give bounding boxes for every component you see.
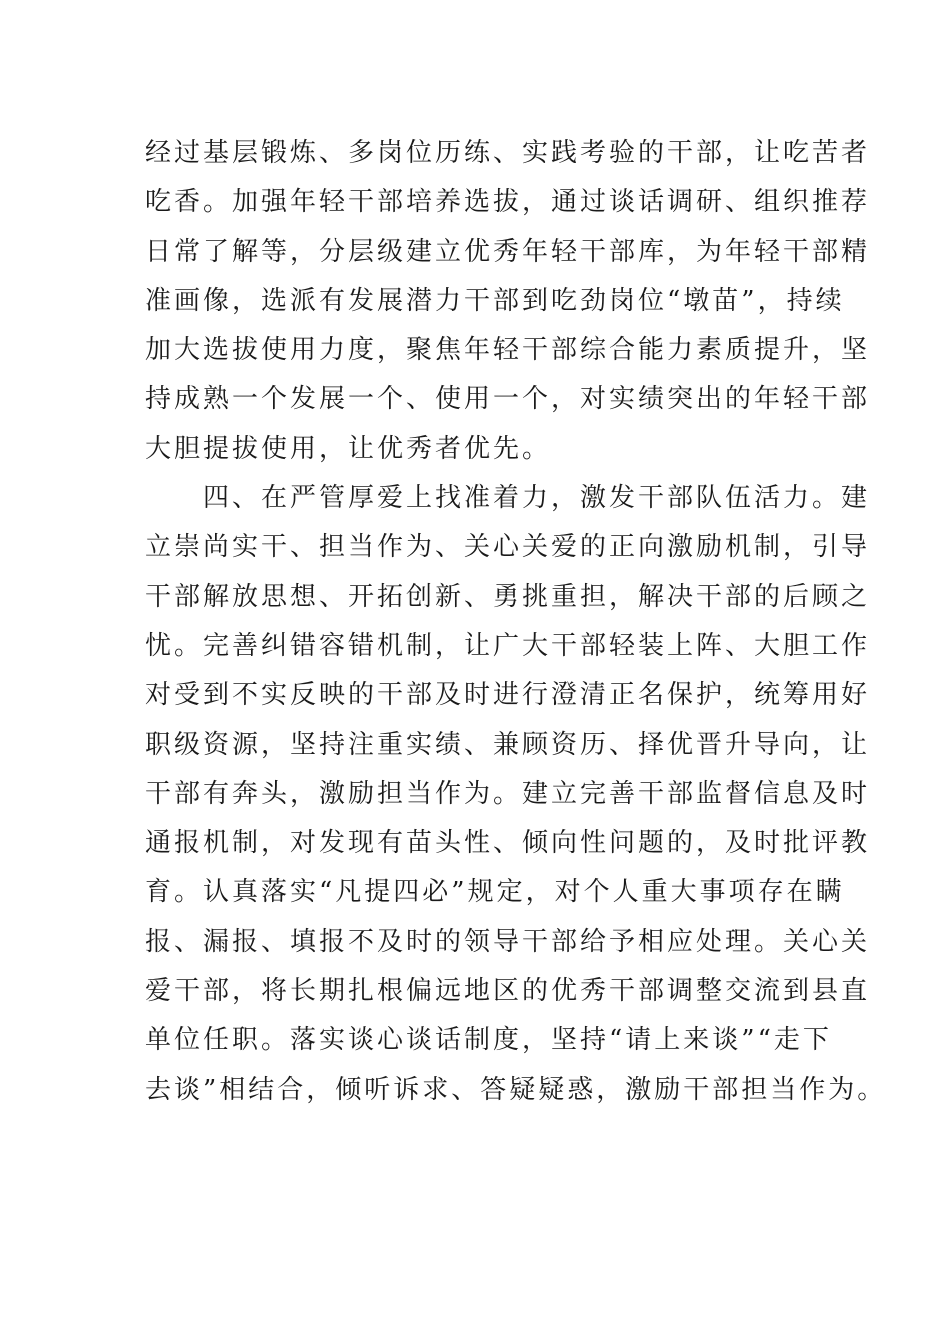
text-line: 日常了解等，分层级建立优秀年轻干部库，为年轻干部精 <box>145 236 871 267</box>
text-line: 报、漏报、填报不及时的领导干部给予相应处理。关心关 <box>145 926 871 957</box>
text-line: 对受到不实反映的干部及时进行澄清正名保护，统筹用好 <box>145 680 871 711</box>
text-line: 忧。完善纠错容错机制，让广大干部轻装上阵、大胆工作 <box>145 630 871 661</box>
text-line: 爱干部，将长期扎根偏远地区的优秀干部调整交流到县直 <box>145 976 871 1007</box>
text-line: 持成熟一个发展一个、使用一个，对实绩突出的年轻干部 <box>145 384 871 415</box>
text-line: 吃香。加强年轻干部培养选拔，通过谈话调研、组织推荐 <box>145 187 871 218</box>
text-line: 加大选拔使用力度，聚焦年轻干部综合能力素质提升，坚 <box>145 335 871 366</box>
text-line: 职级资源，坚持注重实绩、兼顾资历、择优晋升导向，让 <box>145 729 871 760</box>
text-line: 立崇尚实干、担当作为、关心关爱的正向激励机制，引导 <box>145 532 871 563</box>
text-line: 通报机制，对发现有苗头性、倾向性问题的，及时批评教 <box>145 828 871 859</box>
text-line: 经过基层锻炼、多岗位历练、实践考验的干部，让吃苦者 <box>145 138 871 168</box>
text-line: 去谈”相结合，倾听诉求、答疑疑惑，激励干部担当作为。 <box>145 1074 887 1105</box>
text-line: 单位任职。落实谈心谈话制度，坚持“请上来谈”“走下 <box>145 1025 832 1056</box>
text-line: 四、在严管厚爱上找准着力，激发干部队伍活力。建 <box>145 483 871 514</box>
text-line: 干部有奔头，激励担当作为。建立完善干部监督信息及时 <box>145 778 871 809</box>
text-line: 准画像，选派有发展潜力干部到吃劲岗位“墩苗”，持续 <box>145 285 845 316</box>
text-line: 干部解放思想、开拓创新、勇挑重担，解决干部的后顾之 <box>145 581 871 612</box>
document-body <box>145 129 887 1115</box>
text-line: 大胆提拔使用，让优秀者优先。 <box>145 433 552 464</box>
text-line: 育。认真落实“凡提四必”规定，对个人重大事项存在瞒 <box>145 877 845 908</box>
